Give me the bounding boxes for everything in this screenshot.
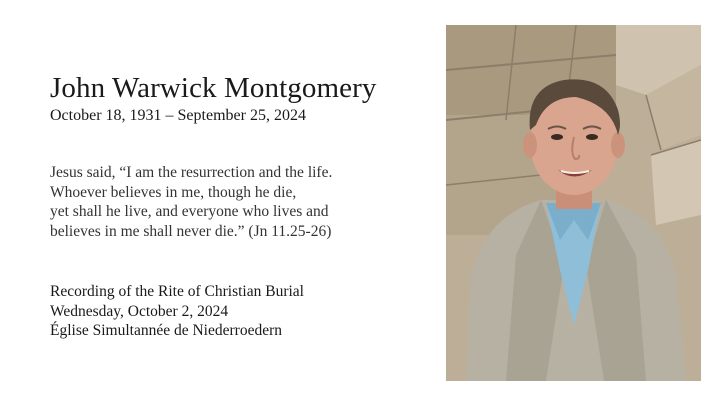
quote-line: believes in me shall never die.” (Jn 11.25-26): [50, 222, 332, 240]
deceased-name: John Warwick Montgomery: [50, 72, 377, 104]
service-title: Recording of the Rite of Christian Burial: [50, 283, 304, 300]
portrait-photo: [446, 25, 701, 381]
service-location: Église Simultannée de Niederroedern: [50, 322, 282, 339]
portrait-illustration: [446, 25, 701, 381]
life-dates: October 18, 1931 – September 25, 2024: [50, 107, 306, 124]
quote-line: Whoever believes in me, though he die,: [50, 183, 297, 201]
quote-line: yet shall he live, and everyone who lives and: [50, 203, 329, 220]
header-block: [50, 72, 410, 125]
quote-line: Jesus said, “I am the resurrection and the life.: [50, 164, 333, 181]
scripture-quote: [50, 163, 410, 241]
service-date: Wednesday, October 2, 2024: [50, 302, 229, 320]
service-details: [50, 282, 410, 341]
